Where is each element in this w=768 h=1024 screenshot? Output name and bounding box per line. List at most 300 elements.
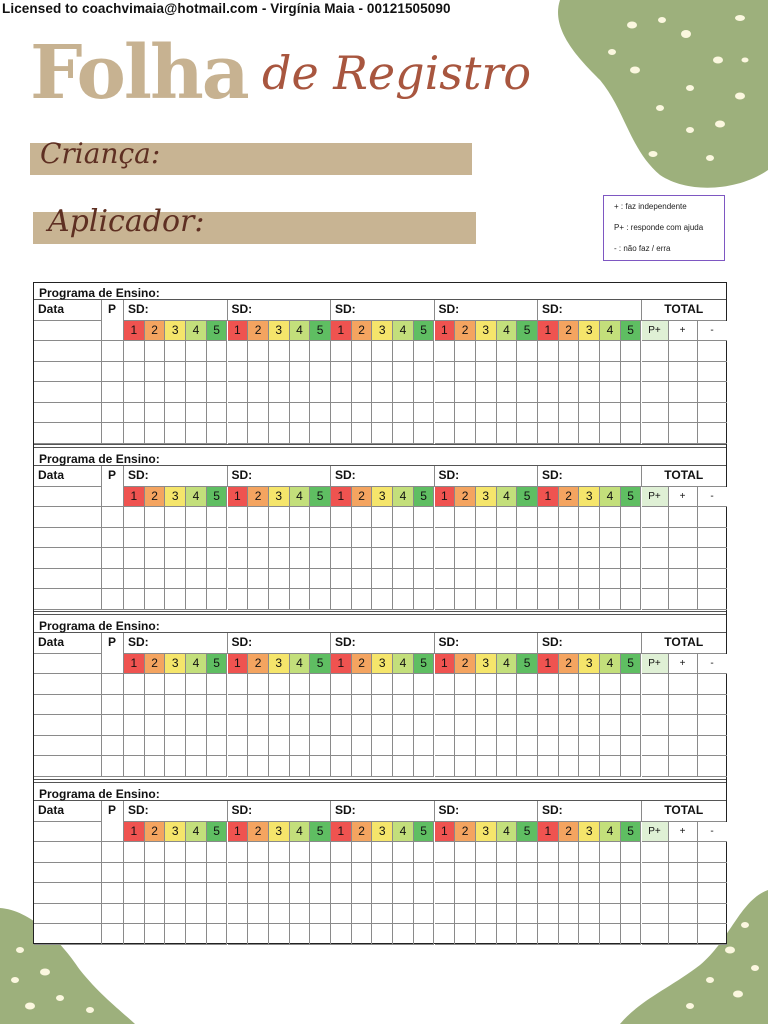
score-cell[interactable] bbox=[435, 589, 456, 610]
score-cell[interactable] bbox=[228, 589, 249, 610]
score-cell[interactable] bbox=[269, 863, 290, 884]
score-cell[interactable] bbox=[517, 883, 538, 904]
scale-cell-2[interactable]: 2 bbox=[559, 321, 580, 342]
score-cell[interactable] bbox=[497, 695, 518, 716]
date-cell[interactable] bbox=[34, 674, 102, 695]
scale-cell-5[interactable]: 5 bbox=[310, 487, 331, 508]
scale-cell-3[interactable]: 3 bbox=[269, 487, 290, 508]
scale-cell-3[interactable]: 3 bbox=[476, 487, 497, 508]
score-cell[interactable] bbox=[207, 423, 228, 444]
score-cell[interactable] bbox=[248, 423, 269, 444]
score-cell[interactable] bbox=[579, 883, 600, 904]
score-cell[interactable] bbox=[165, 924, 186, 945]
score-cell[interactable] bbox=[497, 528, 518, 549]
date-cell[interactable] bbox=[34, 403, 102, 424]
score-cell[interactable] bbox=[372, 528, 393, 549]
score-cell[interactable] bbox=[497, 904, 518, 925]
score-cell[interactable] bbox=[352, 883, 373, 904]
score-cell[interactable] bbox=[538, 756, 559, 777]
score-cell[interactable] bbox=[497, 924, 518, 945]
score-cell[interactable] bbox=[207, 341, 228, 362]
score-cell[interactable] bbox=[352, 548, 373, 569]
score-cell[interactable] bbox=[579, 341, 600, 362]
scale-cell-4[interactable]: 4 bbox=[290, 487, 311, 508]
score-cell[interactable] bbox=[186, 863, 207, 884]
score-cell[interactable] bbox=[393, 382, 414, 403]
score-cell[interactable] bbox=[248, 863, 269, 884]
score-cell[interactable] bbox=[310, 507, 331, 528]
score-cell[interactable] bbox=[310, 924, 331, 945]
scale-cell-5[interactable]: 5 bbox=[207, 654, 228, 675]
score-cell[interactable] bbox=[331, 736, 352, 757]
score-cell[interactable] bbox=[207, 904, 228, 925]
score-cell[interactable] bbox=[600, 589, 621, 610]
total-cell[interactable] bbox=[698, 756, 727, 777]
score-cell[interactable] bbox=[186, 362, 207, 383]
total-cell[interactable] bbox=[642, 924, 669, 945]
score-cell[interactable] bbox=[538, 842, 559, 863]
total-cell[interactable] bbox=[642, 904, 669, 925]
score-cell[interactable] bbox=[621, 362, 642, 383]
score-cell[interactable] bbox=[207, 507, 228, 528]
scale-cell-3[interactable]: 3 bbox=[372, 321, 393, 342]
score-cell[interactable] bbox=[269, 569, 290, 590]
score-cell[interactable] bbox=[145, 863, 166, 884]
score-cell[interactable] bbox=[476, 736, 497, 757]
score-cell[interactable] bbox=[124, 863, 145, 884]
score-cell[interactable] bbox=[310, 548, 331, 569]
score-cell[interactable] bbox=[310, 589, 331, 610]
total-cell[interactable] bbox=[669, 362, 698, 383]
scale-cell-1[interactable]: 1 bbox=[331, 321, 352, 342]
scale-cell-5[interactable]: 5 bbox=[517, 822, 538, 843]
score-cell[interactable] bbox=[228, 423, 249, 444]
total-cell[interactable] bbox=[698, 883, 727, 904]
score-cell[interactable] bbox=[476, 382, 497, 403]
score-cell[interactable] bbox=[579, 423, 600, 444]
score-cell[interactable] bbox=[290, 528, 311, 549]
score-cell[interactable] bbox=[186, 341, 207, 362]
date-cell[interactable] bbox=[34, 362, 102, 383]
score-cell[interactable] bbox=[310, 695, 331, 716]
score-cell[interactable] bbox=[559, 569, 580, 590]
score-cell[interactable] bbox=[559, 924, 580, 945]
total-cell[interactable] bbox=[698, 362, 727, 383]
score-cell[interactable] bbox=[621, 589, 642, 610]
score-cell[interactable] bbox=[435, 548, 456, 569]
total-cell[interactable] bbox=[669, 548, 698, 569]
score-cell[interactable] bbox=[228, 382, 249, 403]
score-cell[interactable] bbox=[600, 756, 621, 777]
p-cell[interactable] bbox=[102, 842, 124, 863]
total-cell[interactable] bbox=[642, 736, 669, 757]
score-cell[interactable] bbox=[145, 423, 166, 444]
score-cell[interactable] bbox=[310, 863, 331, 884]
score-cell[interactable] bbox=[145, 548, 166, 569]
score-cell[interactable] bbox=[124, 382, 145, 403]
scale-cell-4[interactable]: 4 bbox=[290, 321, 311, 342]
score-cell[interactable] bbox=[455, 403, 476, 424]
score-cell[interactable] bbox=[165, 362, 186, 383]
total-cell[interactable] bbox=[642, 507, 669, 528]
score-cell[interactable] bbox=[186, 403, 207, 424]
scale-cell-4[interactable]: 4 bbox=[497, 822, 518, 843]
scale-cell-5[interactable]: 5 bbox=[414, 487, 435, 508]
total-cell[interactable] bbox=[642, 548, 669, 569]
total-cell[interactable] bbox=[698, 548, 727, 569]
score-cell[interactable] bbox=[621, 695, 642, 716]
date-cell[interactable] bbox=[34, 863, 102, 884]
scale-cell-4[interactable]: 4 bbox=[393, 822, 414, 843]
score-cell[interactable] bbox=[290, 423, 311, 444]
score-cell[interactable] bbox=[331, 548, 352, 569]
scale-cell-3[interactable]: 3 bbox=[579, 654, 600, 675]
score-cell[interactable] bbox=[310, 569, 331, 590]
scale-cell-3[interactable]: 3 bbox=[579, 321, 600, 342]
scale-cell-2[interactable]: 2 bbox=[248, 487, 269, 508]
score-cell[interactable] bbox=[331, 382, 352, 403]
total-cell[interactable] bbox=[698, 507, 727, 528]
score-cell[interactable] bbox=[579, 589, 600, 610]
score-cell[interactable] bbox=[476, 863, 497, 884]
score-cell[interactable] bbox=[124, 362, 145, 383]
score-cell[interactable] bbox=[414, 423, 435, 444]
score-cell[interactable] bbox=[248, 883, 269, 904]
score-cell[interactable] bbox=[331, 756, 352, 777]
score-cell[interactable] bbox=[621, 341, 642, 362]
scale-cell-1[interactable]: 1 bbox=[331, 654, 352, 675]
score-cell[interactable] bbox=[186, 423, 207, 444]
score-cell[interactable] bbox=[517, 507, 538, 528]
score-cell[interactable] bbox=[579, 528, 600, 549]
score-cell[interactable] bbox=[393, 924, 414, 945]
score-cell[interactable] bbox=[228, 362, 249, 383]
scale-cell-4[interactable]: 4 bbox=[393, 321, 414, 342]
score-cell[interactable] bbox=[248, 715, 269, 736]
total-cell[interactable] bbox=[669, 423, 698, 444]
score-cell[interactable] bbox=[600, 863, 621, 884]
score-cell[interactable] bbox=[372, 382, 393, 403]
score-cell[interactable] bbox=[186, 589, 207, 610]
score-cell[interactable] bbox=[538, 883, 559, 904]
scale-cell-4[interactable]: 4 bbox=[186, 321, 207, 342]
score-cell[interactable] bbox=[165, 674, 186, 695]
score-cell[interactable] bbox=[124, 528, 145, 549]
score-cell[interactable] bbox=[497, 362, 518, 383]
scale-cell-4[interactable]: 4 bbox=[600, 822, 621, 843]
score-cell[interactable] bbox=[248, 382, 269, 403]
score-cell[interactable] bbox=[559, 403, 580, 424]
score-cell[interactable] bbox=[207, 589, 228, 610]
scale-cell-3[interactable]: 3 bbox=[165, 654, 186, 675]
score-cell[interactable] bbox=[124, 569, 145, 590]
score-cell[interactable] bbox=[579, 362, 600, 383]
score-cell[interactable] bbox=[455, 883, 476, 904]
score-cell[interactable] bbox=[372, 756, 393, 777]
score-cell[interactable] bbox=[559, 548, 580, 569]
score-cell[interactable] bbox=[517, 842, 538, 863]
score-cell[interactable] bbox=[414, 589, 435, 610]
score-cell[interactable] bbox=[228, 883, 249, 904]
score-cell[interactable] bbox=[352, 569, 373, 590]
score-cell[interactable] bbox=[414, 842, 435, 863]
score-cell[interactable] bbox=[165, 695, 186, 716]
scale-cell-1[interactable]: 1 bbox=[124, 654, 145, 675]
score-cell[interactable] bbox=[517, 341, 538, 362]
score-cell[interactable] bbox=[269, 528, 290, 549]
score-cell[interactable] bbox=[538, 674, 559, 695]
score-cell[interactable] bbox=[207, 548, 228, 569]
score-cell[interactable] bbox=[290, 341, 311, 362]
score-cell[interactable] bbox=[497, 883, 518, 904]
score-cell[interactable] bbox=[248, 736, 269, 757]
score-cell[interactable] bbox=[124, 674, 145, 695]
score-cell[interactable] bbox=[600, 674, 621, 695]
score-cell[interactable] bbox=[124, 403, 145, 424]
score-cell[interactable] bbox=[248, 341, 269, 362]
score-cell[interactable] bbox=[165, 403, 186, 424]
score-cell[interactable] bbox=[579, 863, 600, 884]
score-cell[interactable] bbox=[269, 736, 290, 757]
score-cell[interactable] bbox=[600, 842, 621, 863]
score-cell[interactable] bbox=[435, 382, 456, 403]
score-cell[interactable] bbox=[393, 423, 414, 444]
total-cell[interactable] bbox=[669, 403, 698, 424]
score-cell[interactable] bbox=[352, 589, 373, 610]
p-cell[interactable] bbox=[102, 863, 124, 884]
score-cell[interactable] bbox=[414, 507, 435, 528]
score-cell[interactable] bbox=[517, 756, 538, 777]
score-cell[interactable] bbox=[497, 423, 518, 444]
score-cell[interactable] bbox=[517, 904, 538, 925]
date-cell[interactable] bbox=[34, 695, 102, 716]
score-cell[interactable] bbox=[352, 924, 373, 945]
score-cell[interactable] bbox=[559, 842, 580, 863]
scale-cell-4[interactable]: 4 bbox=[186, 654, 207, 675]
score-cell[interactable] bbox=[352, 362, 373, 383]
scale-cell-5[interactable]: 5 bbox=[621, 487, 642, 508]
scale-cell-5[interactable]: 5 bbox=[414, 321, 435, 342]
score-cell[interactable] bbox=[559, 736, 580, 757]
score-cell[interactable] bbox=[207, 674, 228, 695]
total-cell[interactable] bbox=[698, 695, 727, 716]
scale-cell-2[interactable]: 2 bbox=[145, 321, 166, 342]
p-cell[interactable] bbox=[102, 589, 124, 610]
score-cell[interactable] bbox=[476, 423, 497, 444]
score-cell[interactable] bbox=[455, 548, 476, 569]
score-cell[interactable] bbox=[331, 842, 352, 863]
score-cell[interactable] bbox=[414, 904, 435, 925]
score-cell[interactable] bbox=[372, 507, 393, 528]
score-cell[interactable] bbox=[248, 589, 269, 610]
score-cell[interactable] bbox=[517, 674, 538, 695]
score-cell[interactable] bbox=[248, 507, 269, 528]
date-cell[interactable] bbox=[34, 507, 102, 528]
total-cell[interactable] bbox=[642, 695, 669, 716]
score-cell[interactable] bbox=[124, 883, 145, 904]
score-cell[interactable] bbox=[372, 736, 393, 757]
total-cell[interactable] bbox=[698, 341, 727, 362]
score-cell[interactable] bbox=[600, 695, 621, 716]
total-cell[interactable] bbox=[642, 423, 669, 444]
total-cell[interactable] bbox=[669, 695, 698, 716]
score-cell[interactable] bbox=[207, 883, 228, 904]
scale-cell-4[interactable]: 4 bbox=[497, 321, 518, 342]
score-cell[interactable] bbox=[414, 382, 435, 403]
score-cell[interactable] bbox=[579, 569, 600, 590]
score-cell[interactable] bbox=[352, 423, 373, 444]
total-cell[interactable] bbox=[669, 863, 698, 884]
score-cell[interactable] bbox=[579, 924, 600, 945]
total-cell[interactable] bbox=[669, 589, 698, 610]
score-cell[interactable] bbox=[497, 382, 518, 403]
score-cell[interactable] bbox=[579, 382, 600, 403]
score-cell[interactable] bbox=[414, 883, 435, 904]
total-cell[interactable] bbox=[698, 715, 727, 736]
score-cell[interactable] bbox=[124, 341, 145, 362]
score-cell[interactable] bbox=[352, 736, 373, 757]
score-cell[interactable] bbox=[290, 736, 311, 757]
score-cell[interactable] bbox=[393, 362, 414, 383]
score-cell[interactable] bbox=[352, 842, 373, 863]
score-cell[interactable] bbox=[517, 695, 538, 716]
score-cell[interactable] bbox=[579, 904, 600, 925]
date-cell[interactable] bbox=[34, 736, 102, 757]
score-cell[interactable] bbox=[352, 904, 373, 925]
score-cell[interactable] bbox=[476, 883, 497, 904]
score-cell[interactable] bbox=[269, 674, 290, 695]
score-cell[interactable] bbox=[145, 341, 166, 362]
p-cell[interactable] bbox=[102, 756, 124, 777]
date-cell[interactable] bbox=[34, 341, 102, 362]
score-cell[interactable] bbox=[538, 548, 559, 569]
score-cell[interactable] bbox=[621, 569, 642, 590]
score-cell[interactable] bbox=[145, 507, 166, 528]
score-cell[interactable] bbox=[310, 382, 331, 403]
score-cell[interactable] bbox=[414, 569, 435, 590]
score-cell[interactable] bbox=[124, 507, 145, 528]
scale-cell-3[interactable]: 3 bbox=[476, 321, 497, 342]
scale-cell-4[interactable]: 4 bbox=[600, 654, 621, 675]
p-cell[interactable] bbox=[102, 423, 124, 444]
score-cell[interactable] bbox=[476, 924, 497, 945]
scale-cell-3[interactable]: 3 bbox=[269, 321, 290, 342]
score-cell[interactable] bbox=[435, 756, 456, 777]
scale-cell-4[interactable]: 4 bbox=[186, 487, 207, 508]
scale-cell-5[interactable]: 5 bbox=[621, 654, 642, 675]
scale-cell-2[interactable]: 2 bbox=[248, 822, 269, 843]
score-cell[interactable] bbox=[352, 507, 373, 528]
score-cell[interactable] bbox=[145, 756, 166, 777]
score-cell[interactable] bbox=[186, 382, 207, 403]
score-cell[interactable] bbox=[165, 842, 186, 863]
score-cell[interactable] bbox=[310, 341, 331, 362]
scale-cell-4[interactable]: 4 bbox=[290, 822, 311, 843]
score-cell[interactable] bbox=[476, 507, 497, 528]
score-cell[interactable] bbox=[124, 423, 145, 444]
score-cell[interactable] bbox=[331, 362, 352, 383]
score-cell[interactable] bbox=[600, 382, 621, 403]
score-cell[interactable] bbox=[269, 507, 290, 528]
p-cell[interactable] bbox=[102, 548, 124, 569]
scale-cell-2[interactable]: 2 bbox=[145, 487, 166, 508]
score-cell[interactable] bbox=[352, 715, 373, 736]
score-cell[interactable] bbox=[455, 863, 476, 884]
score-cell[interactable] bbox=[435, 674, 456, 695]
score-cell[interactable] bbox=[455, 715, 476, 736]
score-cell[interactable] bbox=[372, 341, 393, 362]
score-cell[interactable] bbox=[207, 382, 228, 403]
score-cell[interactable] bbox=[228, 528, 249, 549]
score-cell[interactable] bbox=[207, 528, 228, 549]
score-cell[interactable] bbox=[331, 863, 352, 884]
score-cell[interactable] bbox=[538, 589, 559, 610]
p-cell[interactable] bbox=[102, 883, 124, 904]
score-cell[interactable] bbox=[435, 924, 456, 945]
scale-cell-4[interactable]: 4 bbox=[290, 654, 311, 675]
score-cell[interactable] bbox=[455, 842, 476, 863]
scale-cell-2[interactable]: 2 bbox=[455, 822, 476, 843]
score-cell[interactable] bbox=[228, 674, 249, 695]
score-cell[interactable] bbox=[290, 507, 311, 528]
score-cell[interactable] bbox=[559, 904, 580, 925]
scale-cell-3[interactable]: 3 bbox=[372, 654, 393, 675]
scale-cell-3[interactable]: 3 bbox=[579, 487, 600, 508]
scale-cell-3[interactable]: 3 bbox=[476, 654, 497, 675]
scale-cell-5[interactable]: 5 bbox=[621, 822, 642, 843]
score-cell[interactable] bbox=[290, 674, 311, 695]
scale-cell-1[interactable]: 1 bbox=[435, 487, 456, 508]
score-cell[interactable] bbox=[559, 674, 580, 695]
score-cell[interactable] bbox=[455, 756, 476, 777]
score-cell[interactable] bbox=[248, 842, 269, 863]
score-cell[interactable] bbox=[165, 382, 186, 403]
score-cell[interactable] bbox=[621, 548, 642, 569]
score-cell[interactable] bbox=[372, 569, 393, 590]
score-cell[interactable] bbox=[228, 924, 249, 945]
score-cell[interactable] bbox=[352, 341, 373, 362]
score-cell[interactable] bbox=[600, 569, 621, 590]
score-cell[interactable] bbox=[165, 883, 186, 904]
score-cell[interactable] bbox=[331, 507, 352, 528]
score-cell[interactable] bbox=[621, 736, 642, 757]
score-cell[interactable] bbox=[538, 362, 559, 383]
score-cell[interactable] bbox=[372, 904, 393, 925]
score-cell[interactable] bbox=[538, 695, 559, 716]
score-cell[interactable] bbox=[248, 756, 269, 777]
total-cell[interactable] bbox=[698, 423, 727, 444]
score-cell[interactable] bbox=[393, 507, 414, 528]
score-cell[interactable] bbox=[497, 736, 518, 757]
score-cell[interactable] bbox=[207, 924, 228, 945]
score-cell[interactable] bbox=[207, 715, 228, 736]
score-cell[interactable] bbox=[290, 548, 311, 569]
score-cell[interactable] bbox=[228, 863, 249, 884]
score-cell[interactable] bbox=[310, 403, 331, 424]
scale-cell-3[interactable]: 3 bbox=[372, 487, 393, 508]
score-cell[interactable] bbox=[517, 528, 538, 549]
score-cell[interactable] bbox=[497, 548, 518, 569]
total-cell[interactable] bbox=[642, 403, 669, 424]
score-cell[interactable] bbox=[476, 842, 497, 863]
score-cell[interactable] bbox=[165, 756, 186, 777]
score-cell[interactable] bbox=[207, 695, 228, 716]
score-cell[interactable] bbox=[290, 842, 311, 863]
score-cell[interactable] bbox=[435, 715, 456, 736]
p-cell[interactable] bbox=[102, 382, 124, 403]
score-cell[interactable] bbox=[559, 883, 580, 904]
score-cell[interactable] bbox=[393, 569, 414, 590]
